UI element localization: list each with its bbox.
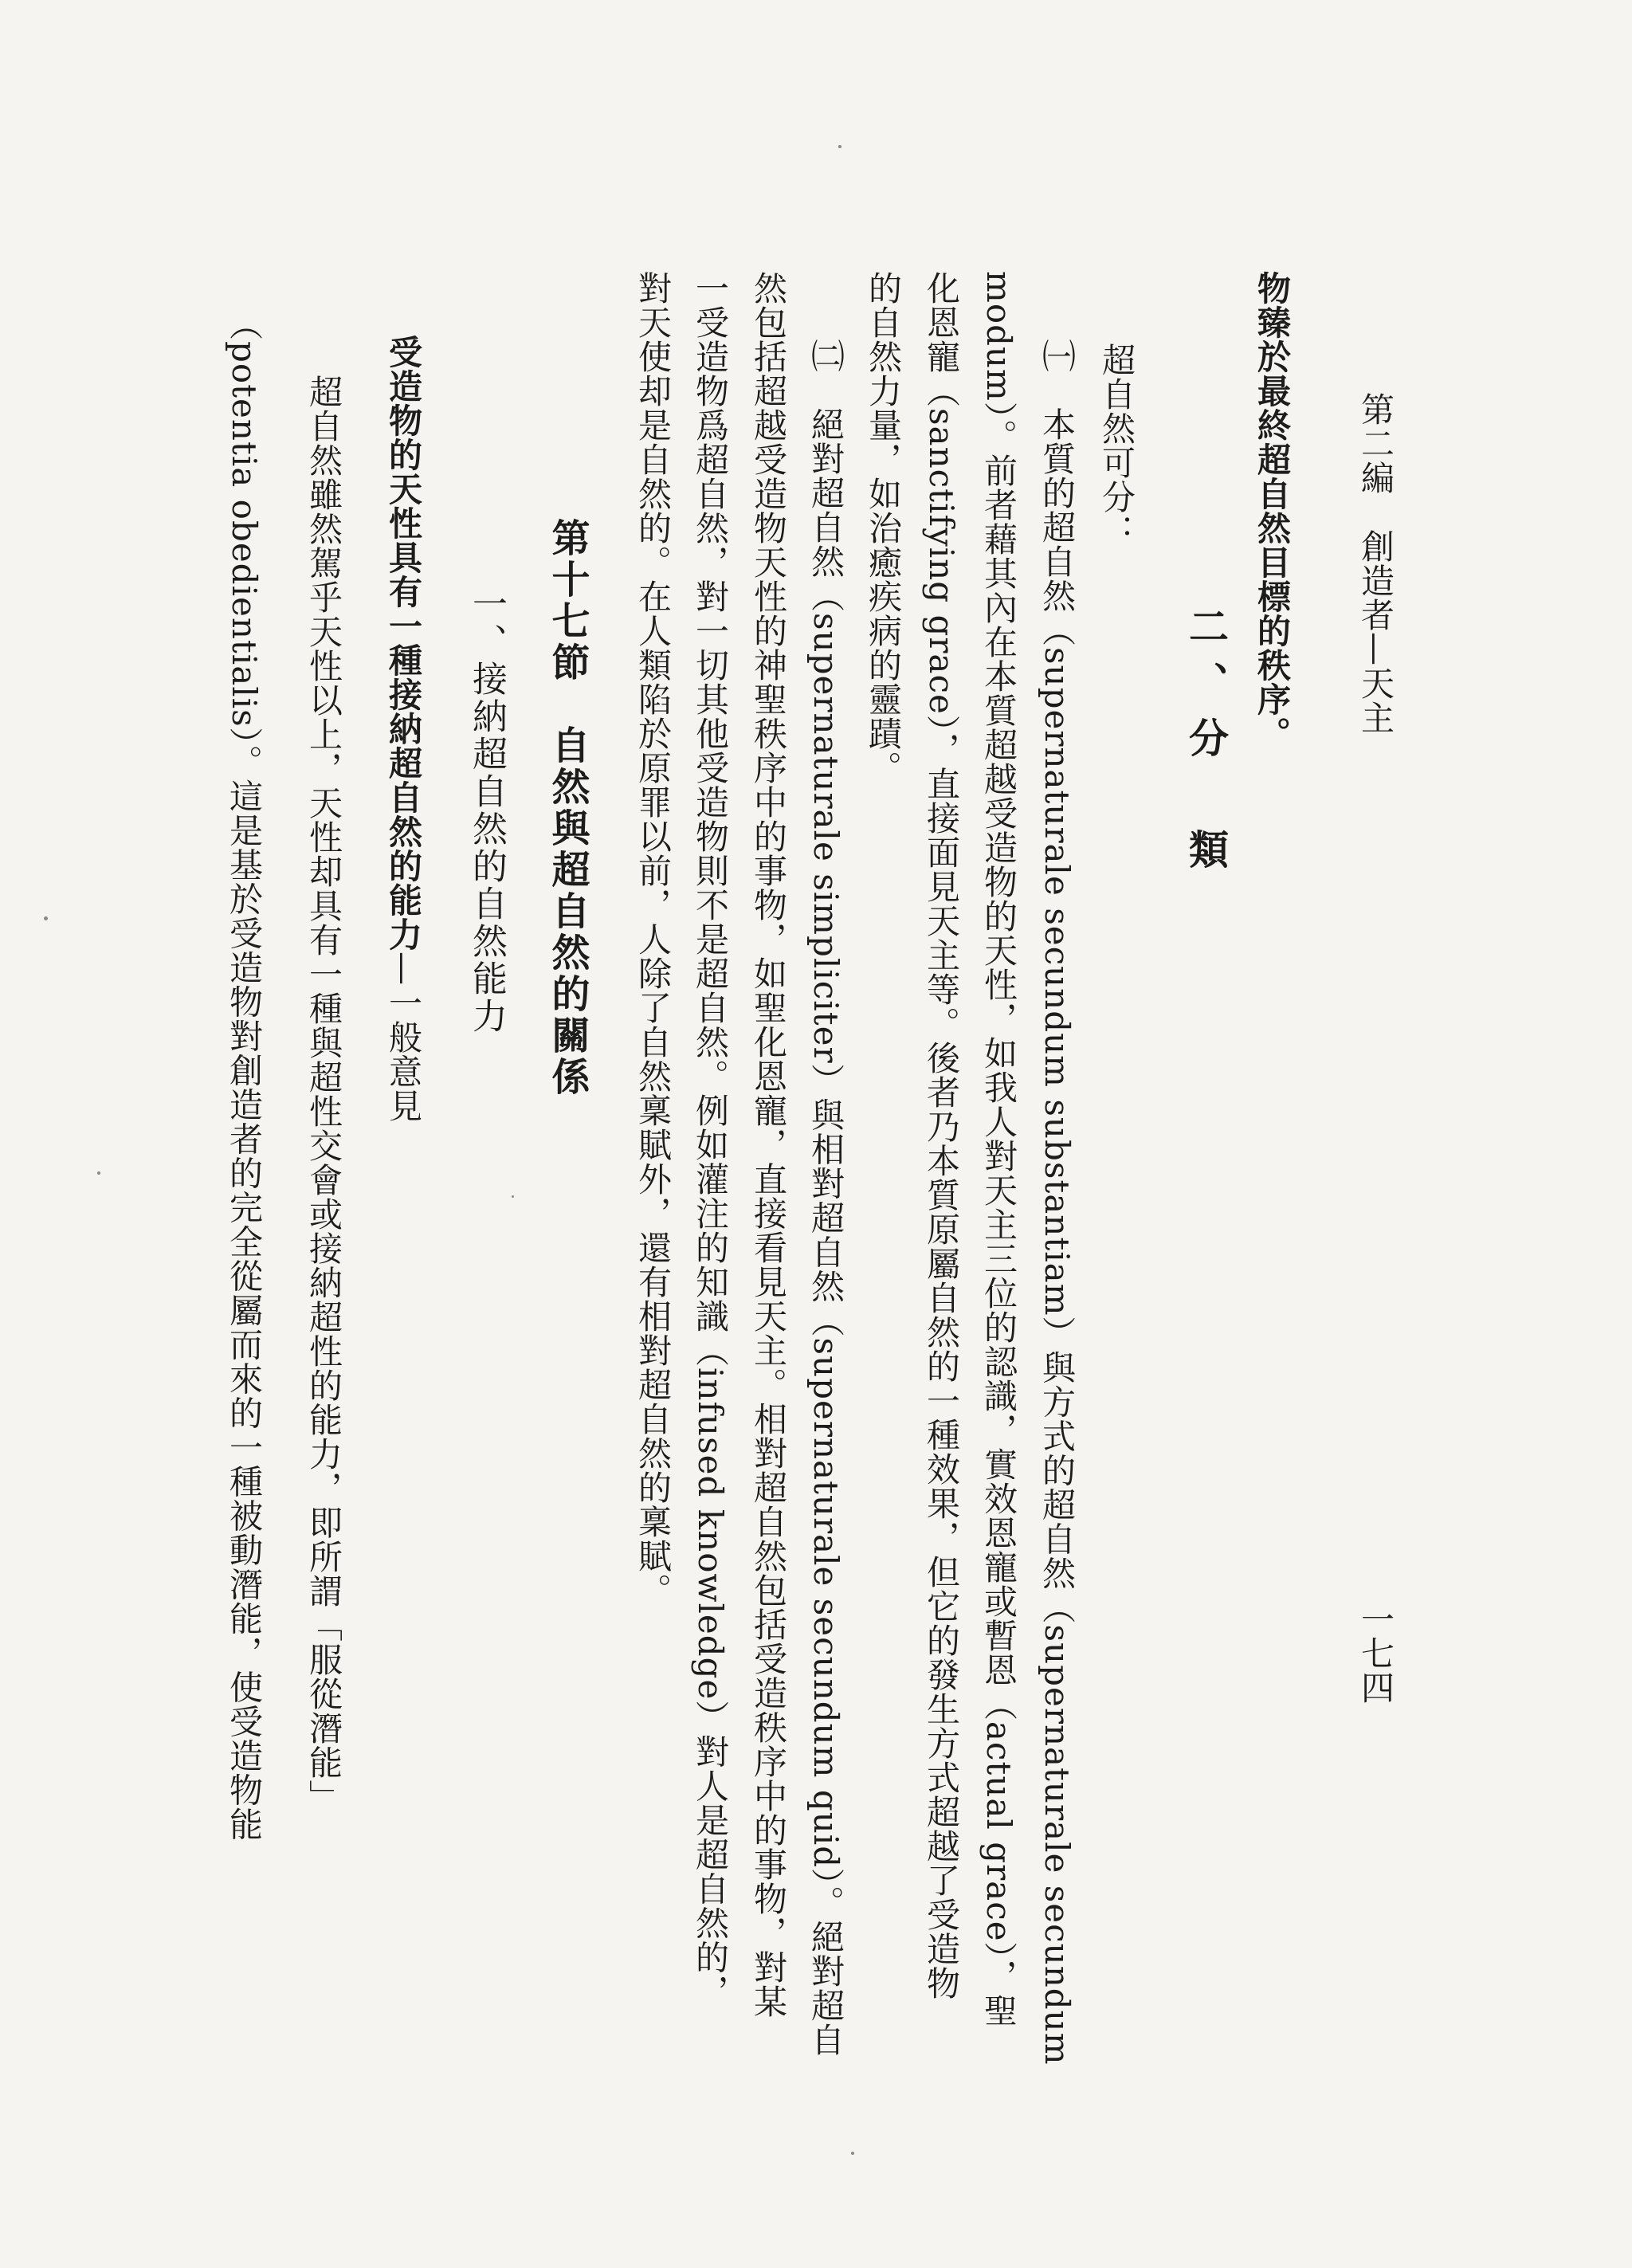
bold-heading: 受造物的天性具有一種接納超自然的能力 — [384, 335, 423, 952]
item2-line4: 對天使却是自然的。在人類陷於原罪以前，人除了自然稟賦外，還有相對超自然的稟賦。 — [634, 271, 673, 1607]
item1-line4: 的自然力量，如治癒疾病的靈蹟。 — [864, 271, 903, 785]
sub-heading: 一、接納超自然的自然能力 — [466, 586, 507, 1035]
item2-line2: 然包括超越受造物天性的神聖秩序中的事物，如聖化恩寵，直接看見天主。相對超自然包括受造秩序中的事物，對某 — [749, 271, 788, 2019]
scan-speck — [512, 1195, 514, 1198]
item1-line2: modum）。前者藉其內在本質超越受造物的天性，如我人對天主三位的認識，實效恩寵或暫恩（actual grace），聖 — [979, 271, 1018, 2028]
chapter-title: 第十七節 自然與超自然的關係 — [545, 518, 590, 1098]
page-number: 一七四 — [1356, 1602, 1395, 1705]
item2-line3: 一受造物爲超自然，對一切其他受造物則不是超自然。例如灌注的知識（infused knowledge）對人是超自然的， — [691, 271, 730, 2009]
lead-line: 超自然可分： — [1097, 343, 1136, 548]
bold-heading-suffix: —一般意見 — [384, 952, 423, 1123]
item1-line3: 化恩寵（sanctifying grace），直接面見天主等。後者乃本質原屬自然的一種效果，但它的發生方式超越了受造物 — [922, 271, 961, 2000]
scan-speck — [44, 916, 48, 920]
paragraph-line2: （potentia obedientialis）。這是基於受造物對創造者的完全從屬而來的一種被動潛能，使受造物能 — [225, 307, 264, 1842]
item1-line1: ㈠ 本質的超自然（supernaturale secundum substantiam）與方式的超自然（supernaturale secundum — [1038, 339, 1077, 2066]
item2-line1: ㈡ 絕對超自然（supernaturale simpliciter）與相對超自然（supernaturale secundum quid）。絕對超自 — [806, 339, 845, 2058]
bold-heading-line — [384, 335, 423, 1123]
section-heading: 二、分 類 — [1183, 606, 1230, 885]
paragraph-line1: 超自然雖然駕乎天性以上，天性却具有一種與超性交會或接納超性的能力，即所謂「服從潛能」 — [304, 375, 343, 1814]
scan-speck — [851, 2152, 854, 2155]
running-title: 第二編 創造者—天主 — [1356, 392, 1395, 735]
intro-line: 物臻於最終超自然目標的秩序。 — [1253, 271, 1292, 751]
scan-speck — [97, 1171, 100, 1175]
scan-speck — [838, 145, 842, 148]
